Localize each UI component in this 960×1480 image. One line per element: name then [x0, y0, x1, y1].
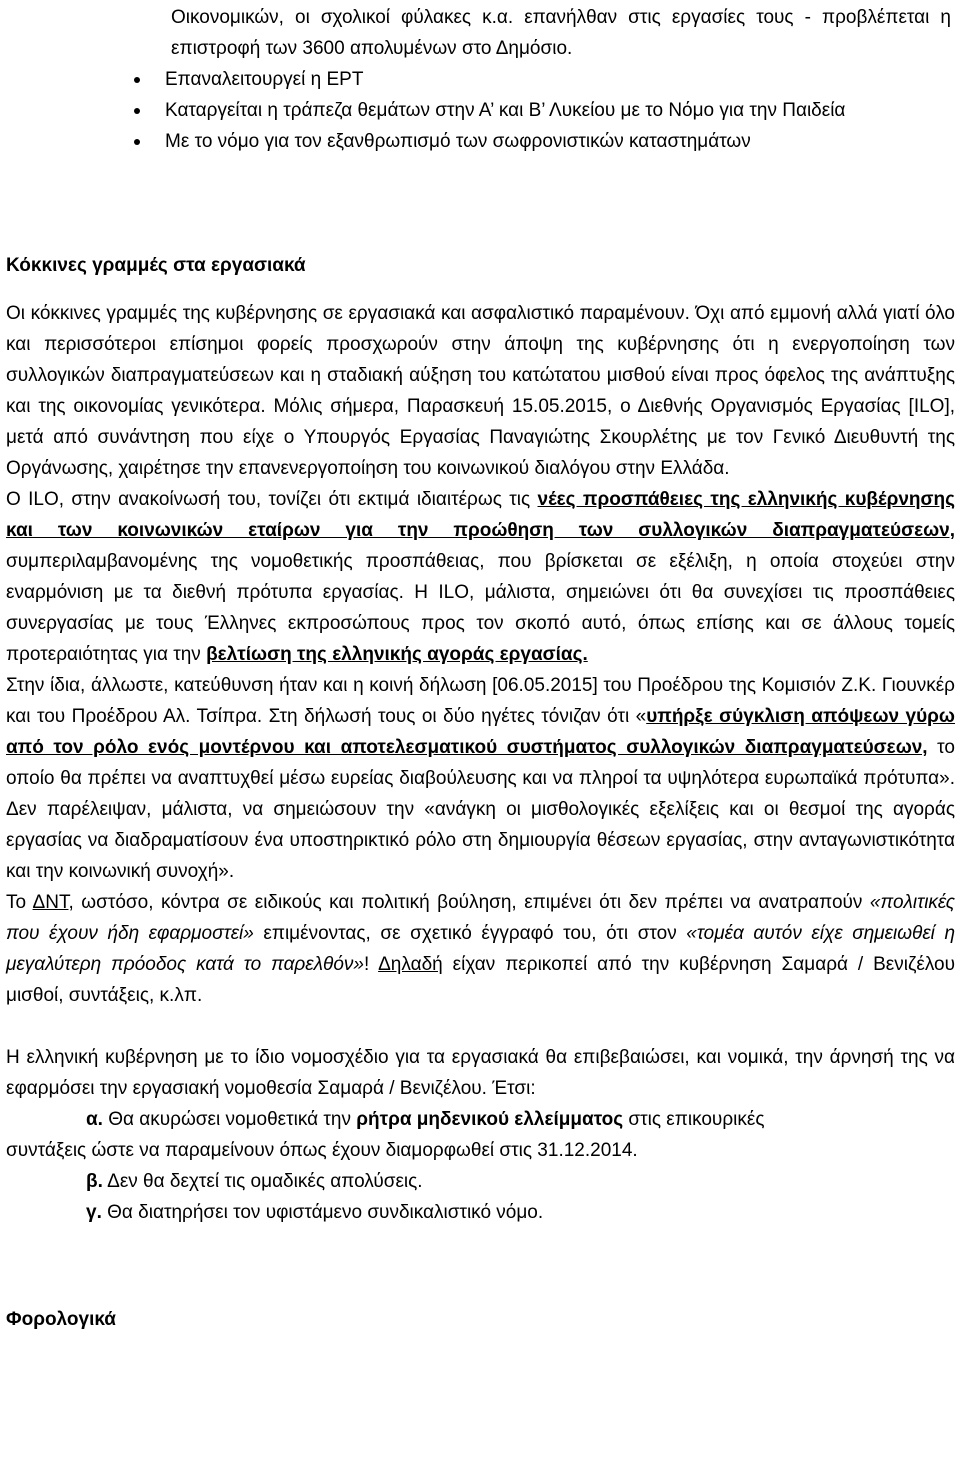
paragraph-4-text: επιμένοντας, σε σχετικό έγγραφό του, ότι στον	[253, 923, 687, 944]
paragraph-4-text: είχαν περικοπεί από την κυβέρνηση Σαμαρά / Βενιζέλου μισθοί, συντάξεις, κ.λπ.	[6, 954, 955, 1006]
paragraph-2-emphasis: βελτίωση της ελληνικής αγοράς εργασίας.	[206, 644, 588, 665]
bullet-item: Με το νόμο για τον εξανθρωπισμό των σωφρονιστικών καταστημάτων	[6, 126, 955, 157]
paragraph-2-emphasis: νέες προσπάθειες της ελληνικής κυβέρνησης και των κοινωνικών εταίρων για την προώθηση των συλλογικών διαπραγματεύσεων,	[6, 489, 955, 541]
paragraph-2	[6, 484, 955, 670]
list-item-beta-head	[86, 1171, 423, 1192]
list-item-text: Θα διατηρήσει τον υφιστάμενο συνδικαλιστικό νόμο.	[101, 1202, 544, 1223]
document-page	[6, 2, 955, 1335]
continuation-text: Οικονομικών, οι σχολικοί φύλακες κ.α. επανήλθαν στις εργασίες τους - προβλέπεται η επιστροφή των 3600 απολυμένων στο Δημόσιο.	[171, 7, 951, 59]
list-marker: α.	[86, 1109, 103, 1130]
paragraph-4	[6, 887, 955, 1011]
paragraph-3-text: Στην ίδια, άλλωστε, κατεύθυνση ήταν και η κοινή δήλωση [06.05.2015] του Προέδρου της Κομισιόν Ζ.Κ. Γιουνκέρ και του Προέδρου Αλ. Τσίπρα. Στη δήλωσή τους οι δύο ηγέτες τόνιζαν ότι «	[6, 675, 955, 727]
list-marker: β.	[86, 1171, 103, 1192]
paragraph-4-quote: «πολιτικές που έχουν ήδη εφαρμοστεί»	[6, 892, 955, 944]
paragraph-4-text: , ωστόσο, κόντρα σε ειδικούς και πολιτική βούληση, επιμένει ότι δεν πρέπει να ανατραπούν	[68, 892, 870, 913]
paragraph-5: Η ελληνική κυβέρνηση με το ίδιο νομοσχέδιο για τα εργασιακά θα επιβεβαιώσει, και νομικά, την άρνησή της να εφαρμόσει την εργασιακή νομοθεσία Σαμαρά / Βενιζέλου. Έτσι:	[6, 1047, 955, 1099]
list-marker: γ.	[86, 1202, 102, 1223]
paragraph-4-text: !	[363, 954, 379, 975]
list-item-emphasis: ρήτρα μηδενικού ελλείμματος	[356, 1109, 624, 1130]
bullet-item: Επαναλειτουργεί η ΕΡΤ	[6, 64, 955, 95]
bullet-item: Καταργείται η τράπεζα θεμάτων στην Α’ και Β’ Λυκείου με το Νόμο για την Παιδεία	[6, 95, 955, 126]
list-item-text: Δεν θα δεχτεί τις ομαδικές απολύσεις.	[102, 1171, 423, 1192]
paragraph-3-text: το οποίο θα πρέπει να αναπτυχθεί μέσω ευρείας διαβούλευσης και να πληροί τα υψηλότερα ευρωπαϊκά πρότυπα». Δεν παρέλειψαν, μάλιστα, να σημειώσουν την «ανάγκη οι μισθολογικές εξελίξεις και οι θεσμοί της αγοράς εργασίας να διαδραματίσουν ένα υποστηρικτικό ρόλο στη δημιουργία θέσεων εργασίας, στην ανταγωνιστικότητα και την κοινωνική συνοχή».	[6, 737, 955, 882]
paragraph-2-text: συμπεριλαμβανομένης της νομοθετικής προσπάθειας, που βρίσκεται σε εξέλιξη, η οποία στοχεύει στην εναρμόνιση με τα διεθνή πρότυπα εργασίας. Η ILO, μάλιστα, σημειώνει ότι θα συνεχίσει τις προσπάθειες συνεργασίας με τους Έλληνες εκπροσώπους προς τον σκοπό αυτό, όπως επίσης και σε άλλους τομείς προτεραιότητας για την	[6, 551, 955, 665]
list-item-alpha-continuation: συντάξεις ώστε να παραμείνουν όπως έχουν διαμορφωθεί στις 31.12.2014.	[6, 1140, 638, 1161]
list-item-alpha-head	[86, 1109, 764, 1130]
list-item-gamma-head	[86, 1202, 543, 1223]
section-heading-tax: Φορολογικά	[6, 1309, 116, 1330]
list-item-text: στις επικουρικές	[623, 1109, 765, 1130]
list-item-text: Θα ακυρώσει νομοθετικά την	[102, 1109, 357, 1130]
paragraph-3-emphasis: υπήρξε σύγκλιση απόψεων γύρω από τον ρόλο ενός μοντέρνου και αποτελεσματικού συστήματος συλλογικών διαπραγματεύσεων,	[6, 706, 955, 758]
bullet-list	[6, 64, 955, 157]
list-item-gamma	[6, 1197, 955, 1228]
paragraph-4-quote: «τομέα αυτόν είχε σημειωθεί η μεγαλύτερη πρόοδος κατά το παρελθόν»	[6, 923, 956, 975]
list-item-alpha	[6, 1104, 955, 1135]
list-item-beta	[6, 1166, 955, 1197]
paragraph-4-emphasis: Δηλαδή	[378, 954, 443, 975]
paragraph-2-text: Ο ILO, στην ανακοίνωσή του, τονίζει ότι εκτιμά ιδιαιτέρως τις	[6, 489, 538, 510]
paragraph-4-text: Το	[6, 892, 33, 913]
paragraph-1: Οι κόκκινες γραμμές της κυβέρνησης σε εργασιακά και ασφαλιστικό παραμένουν. Όχι από εμμονή αλλά γιατί όλο και περισσότεροι επίσημοι φορείς προσχωρούν στην άποψη της κυβέρνησης ότι η ενεργοποίηση των συλλογικών διαπραγματεύσεων και η σταδιακή αύξηση του κατώτατου μισθού είναι προς όφελος της ανάπτυξης και της οικονομίας γενικότερα. Μόλις σήμερα, Παρασκευή 15.05.2015, ο Διεθνής Οργανισμός Εργασίας [ILO], μετά από συνάντηση που είχε ο Υπουργός Εργασίας Παναγιώτης Σκουρλέτης με τον Γενικό Διευθυντή της Οργάνωσης, χαιρέτησε την επανενεργοποίηση του κοινωνικού διαλόγου στην Ελλάδα.	[6, 303, 955, 479]
paragraph-3	[6, 670, 955, 887]
paragraph-4-imf: ΔΝΤ	[32, 892, 69, 913]
section-heading-labor: Κόκκινες γραμμές στα εργασιακά	[6, 255, 306, 276]
